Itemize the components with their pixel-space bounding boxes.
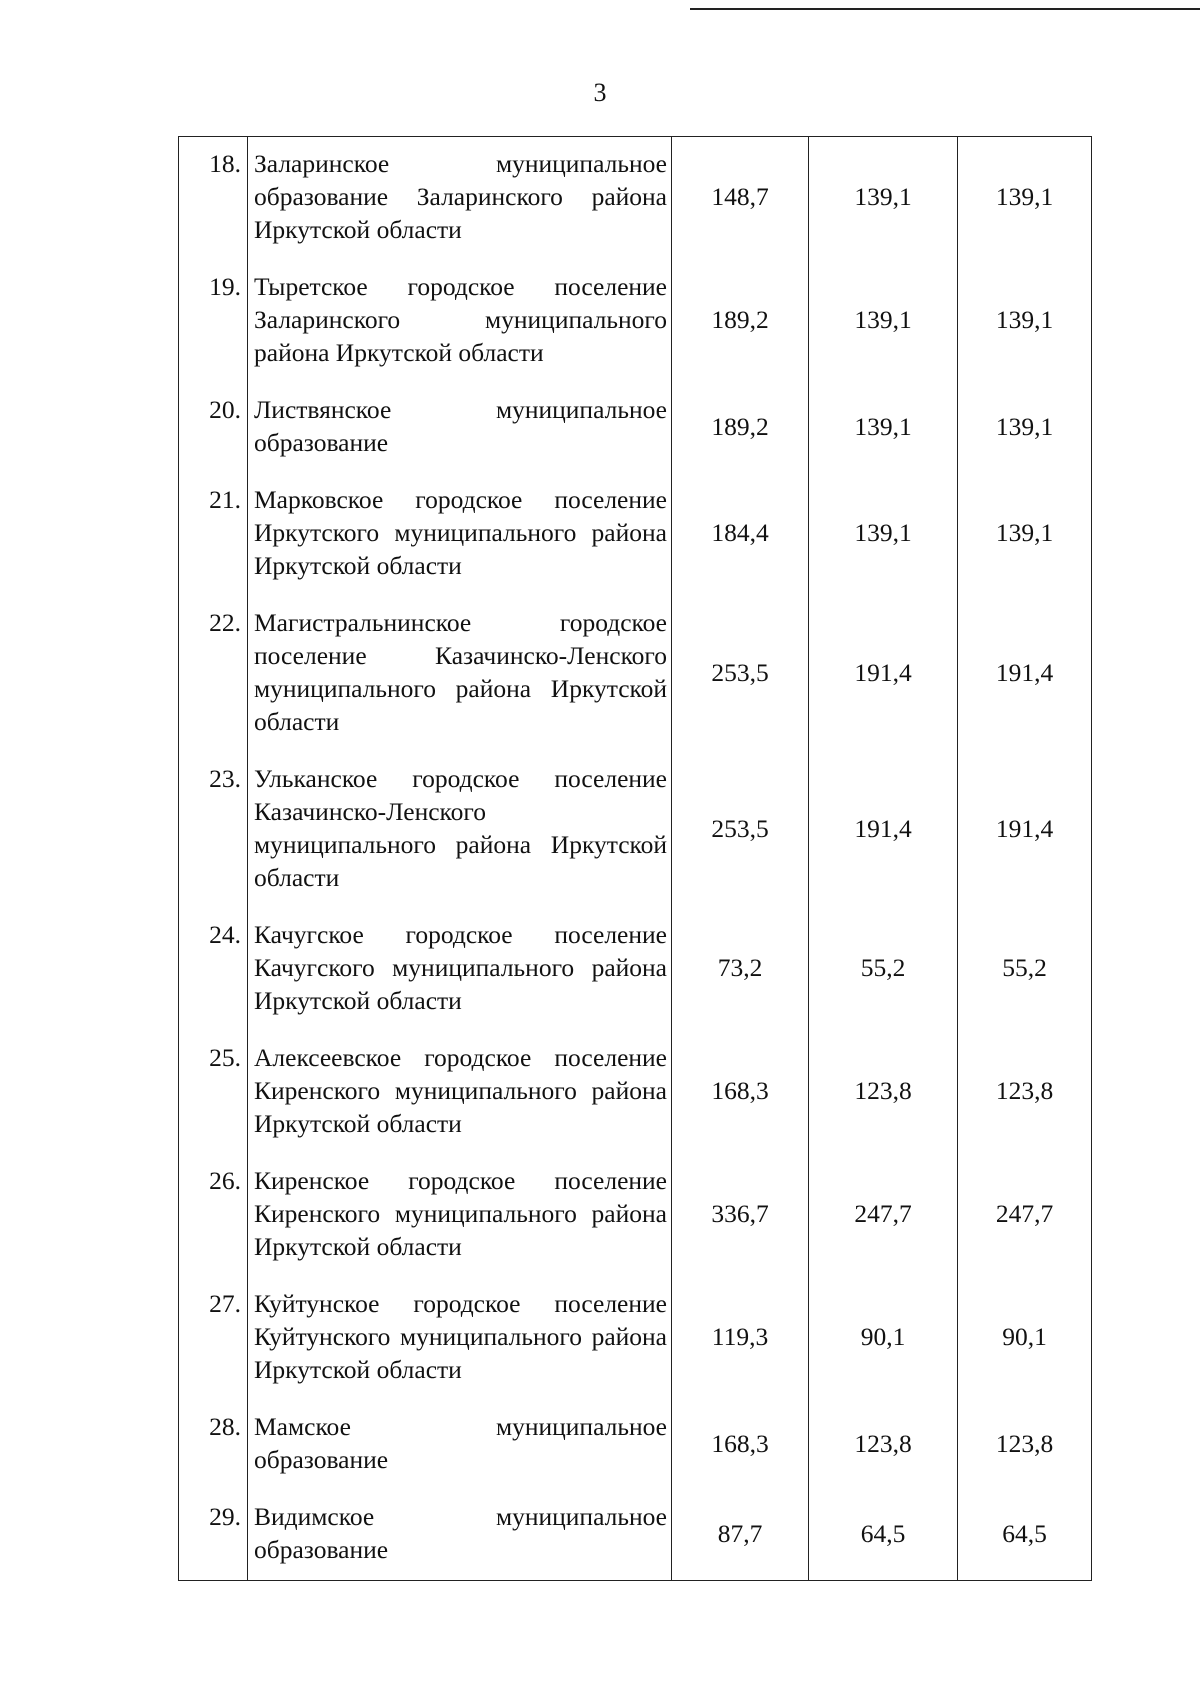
municipality-name: Алексеевское городское поселение Киренского муниципального района Иркутской области: [248, 1031, 672, 1154]
table-row: [179, 908, 1092, 1031]
row-number: 22.: [179, 596, 248, 752]
table-row: [179, 1277, 1092, 1400]
row-number: 19.: [179, 260, 248, 383]
value-col-3: 123,8: [958, 1031, 1092, 1154]
row-number: 25.: [179, 1031, 248, 1154]
value-col-2: 191,4: [809, 596, 958, 752]
row-number: 27.: [179, 1277, 248, 1400]
municipality-name: Мамское муниципальное образование: [248, 1400, 672, 1490]
value-col-1: 148,7: [672, 137, 809, 261]
top-rule: [690, 8, 1200, 10]
municipal-table: [178, 136, 1092, 1581]
row-number: 21.: [179, 473, 248, 596]
value-col-2: 247,7: [809, 1154, 958, 1277]
municipality-name: Видимское муниципальное образование: [248, 1490, 672, 1581]
value-col-1: 184,4: [672, 473, 809, 596]
value-col-2: 55,2: [809, 908, 958, 1031]
row-number: 20.: [179, 383, 248, 473]
table-row: [179, 137, 1092, 261]
table-row: [179, 1490, 1092, 1581]
municipality-name: Куйтунское городское поселение Куйтунского муниципального района Иркутской области: [248, 1277, 672, 1400]
value-col-2: 90,1: [809, 1277, 958, 1400]
row-number: 24.: [179, 908, 248, 1031]
municipality-name: Марковское городское поселение Иркутского муниципального района Иркутской области: [248, 473, 672, 596]
table-row: [179, 752, 1092, 908]
value-col-3: 139,1: [958, 260, 1092, 383]
municipality-name: Тыретское городское поселение Заларинского муниципального района Иркутской области: [248, 260, 672, 383]
value-col-3: 139,1: [958, 383, 1092, 473]
row-number: 28.: [179, 1400, 248, 1490]
table-row: [179, 260, 1092, 383]
table-row: [179, 383, 1092, 473]
table-row: [179, 1400, 1092, 1490]
municipality-name: Листвянское муниципальное образование: [248, 383, 672, 473]
value-col-3: 55,2: [958, 908, 1092, 1031]
value-col-3: 139,1: [958, 473, 1092, 596]
municipality-name: Киренское городское поселение Киренского муниципального района Иркутской области: [248, 1154, 672, 1277]
page-number: 3: [593, 78, 607, 107]
value-col-3: 191,4: [958, 752, 1092, 908]
row-number: 18.: [179, 137, 248, 261]
value-col-1: 336,7: [672, 1154, 809, 1277]
row-number: 23.: [179, 752, 248, 908]
value-col-3: 123,8: [958, 1400, 1092, 1490]
table-row: [179, 596, 1092, 752]
value-col-3: 247,7: [958, 1154, 1092, 1277]
value-col-1: 168,3: [672, 1031, 809, 1154]
table-body: [179, 137, 1092, 1581]
table-row: [179, 1154, 1092, 1277]
table-row: [179, 473, 1092, 596]
municipality-name: Магистральнинское городское поселение Казачинско-Ленского муниципального района Иркутской области: [248, 596, 672, 752]
value-col-3: 64,5: [958, 1490, 1092, 1581]
value-col-3: 191,4: [958, 596, 1092, 752]
value-col-2: 139,1: [809, 473, 958, 596]
row-number: 29.: [179, 1490, 248, 1581]
municipality-name: Ульканское городское поселение Казачинско-Ленского муниципального района Иркутской области: [248, 752, 672, 908]
value-col-2: 139,1: [809, 260, 958, 383]
row-number: 26.: [179, 1154, 248, 1277]
value-col-3: 90,1: [958, 1277, 1092, 1400]
value-col-1: 87,7: [672, 1490, 809, 1581]
value-col-2: 139,1: [809, 137, 958, 261]
value-col-1: 189,2: [672, 260, 809, 383]
value-col-3: 139,1: [958, 137, 1092, 261]
municipality-name: Заларинское муниципальное образование Заларинского района Иркутской области: [248, 137, 672, 261]
value-col-2: 139,1: [809, 383, 958, 473]
value-col-1: 168,3: [672, 1400, 809, 1490]
value-col-1: 189,2: [672, 383, 809, 473]
table-row: [179, 1031, 1092, 1154]
value-col-2: 64,5: [809, 1490, 958, 1581]
value-col-2: 191,4: [809, 752, 958, 908]
value-col-1: 253,5: [672, 596, 809, 752]
municipality-name: Качугское городское поселение Качугского муниципального района Иркутской области: [248, 908, 672, 1031]
value-col-2: 123,8: [809, 1031, 958, 1154]
value-col-1: 73,2: [672, 908, 809, 1031]
value-col-2: 123,8: [809, 1400, 958, 1490]
value-col-1: 253,5: [672, 752, 809, 908]
value-col-1: 119,3: [672, 1277, 809, 1400]
